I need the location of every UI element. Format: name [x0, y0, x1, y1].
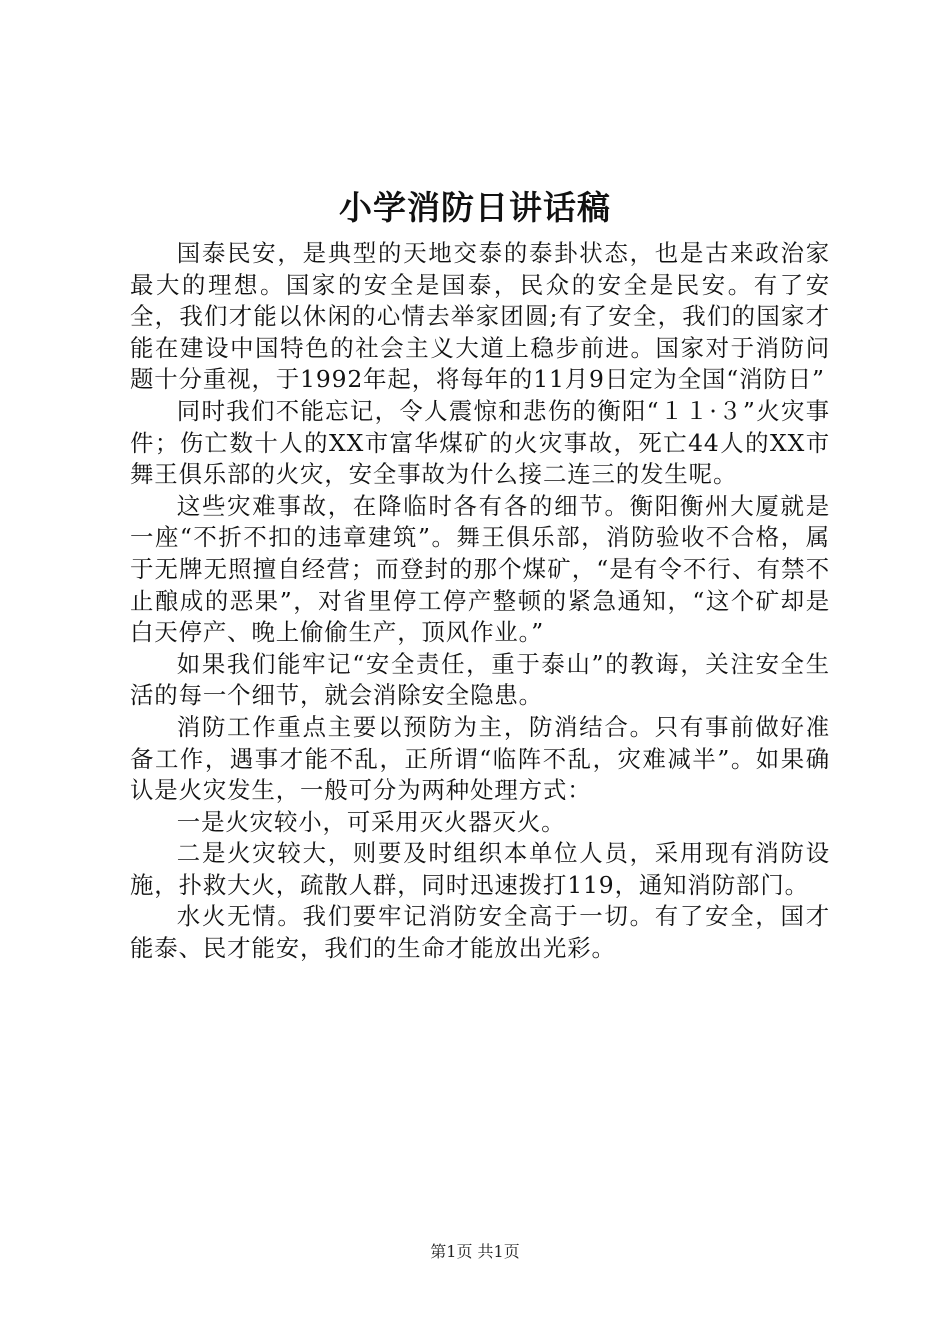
paragraph: 一是火灾较小，可采用灭火器灭火。: [176, 807, 566, 836]
paragraph: 消防工作重点主要以预防为主，防消结合。只有事前做好准备工作，遇事才能不乱，正所谓“临阵不乱，灾难减半”。如果确认是火灾发生，一般可分为两种处理方式：: [130, 712, 830, 805]
paragraph: 二是火灾较大，则要及时组织本单位人员，采用现有消防设施，扑救大火，疏散人群，同时迅速拨打119，通知消防部门。: [130, 839, 830, 899]
paragraph: 同时我们不能忘记，令人震惊和悲伤的衡阳“１１·３”火灾事件；伤亡数十人的XX市富华煤矿的火灾事故，死亡44人的XX市舞王俱乐部的火灾，安全事故为什么接二连三的发生呢。: [130, 396, 830, 489]
document-title: 小学消防日讲话稿: [339, 188, 611, 227]
paragraph: 国泰民安，是典型的天地交泰的泰卦状态，也是古来政治家最大的理想。国家的安全是国泰，民众的安全是民安。有了安全，我们才能以休闲的心情去举家团圆;有了安全，我们的国家才能在建设中国特色的社会主义大道上稳步前进。国家对于消防问题十分重视，于1992年起，将每年的11月9日定为全国“消防日”: [130, 239, 830, 394]
page-number: 第1页 共1页: [430, 1242, 520, 1261]
document-body: [130, 238, 830, 965]
paragraph: 水火无情。我们要牢记消防安全高于一切。有了安全，国才能泰、民才能安，我们的生命才能放出光彩。: [130, 902, 830, 963]
paragraph: 如果我们能牢记“安全责任，重于泰山”的教诲，关注安全生活的每一个细节，就会消除安全隐患。: [130, 649, 830, 710]
paragraph: 这些灾难事故，在降临时各有各的细节。衡阳衡州大厦就是一座“不折不扣的违章建筑”。舞王俱乐部，消防验收不合格，属于无牌无照擅自经营；而登封的那个煤矿，“是有令不行、有禁不止酿成的恶果”，对省里停工停产整顿的紧急通知，“这个矿却是白天停产、晚上偷偷生产，顶风作业。”: [130, 491, 830, 647]
